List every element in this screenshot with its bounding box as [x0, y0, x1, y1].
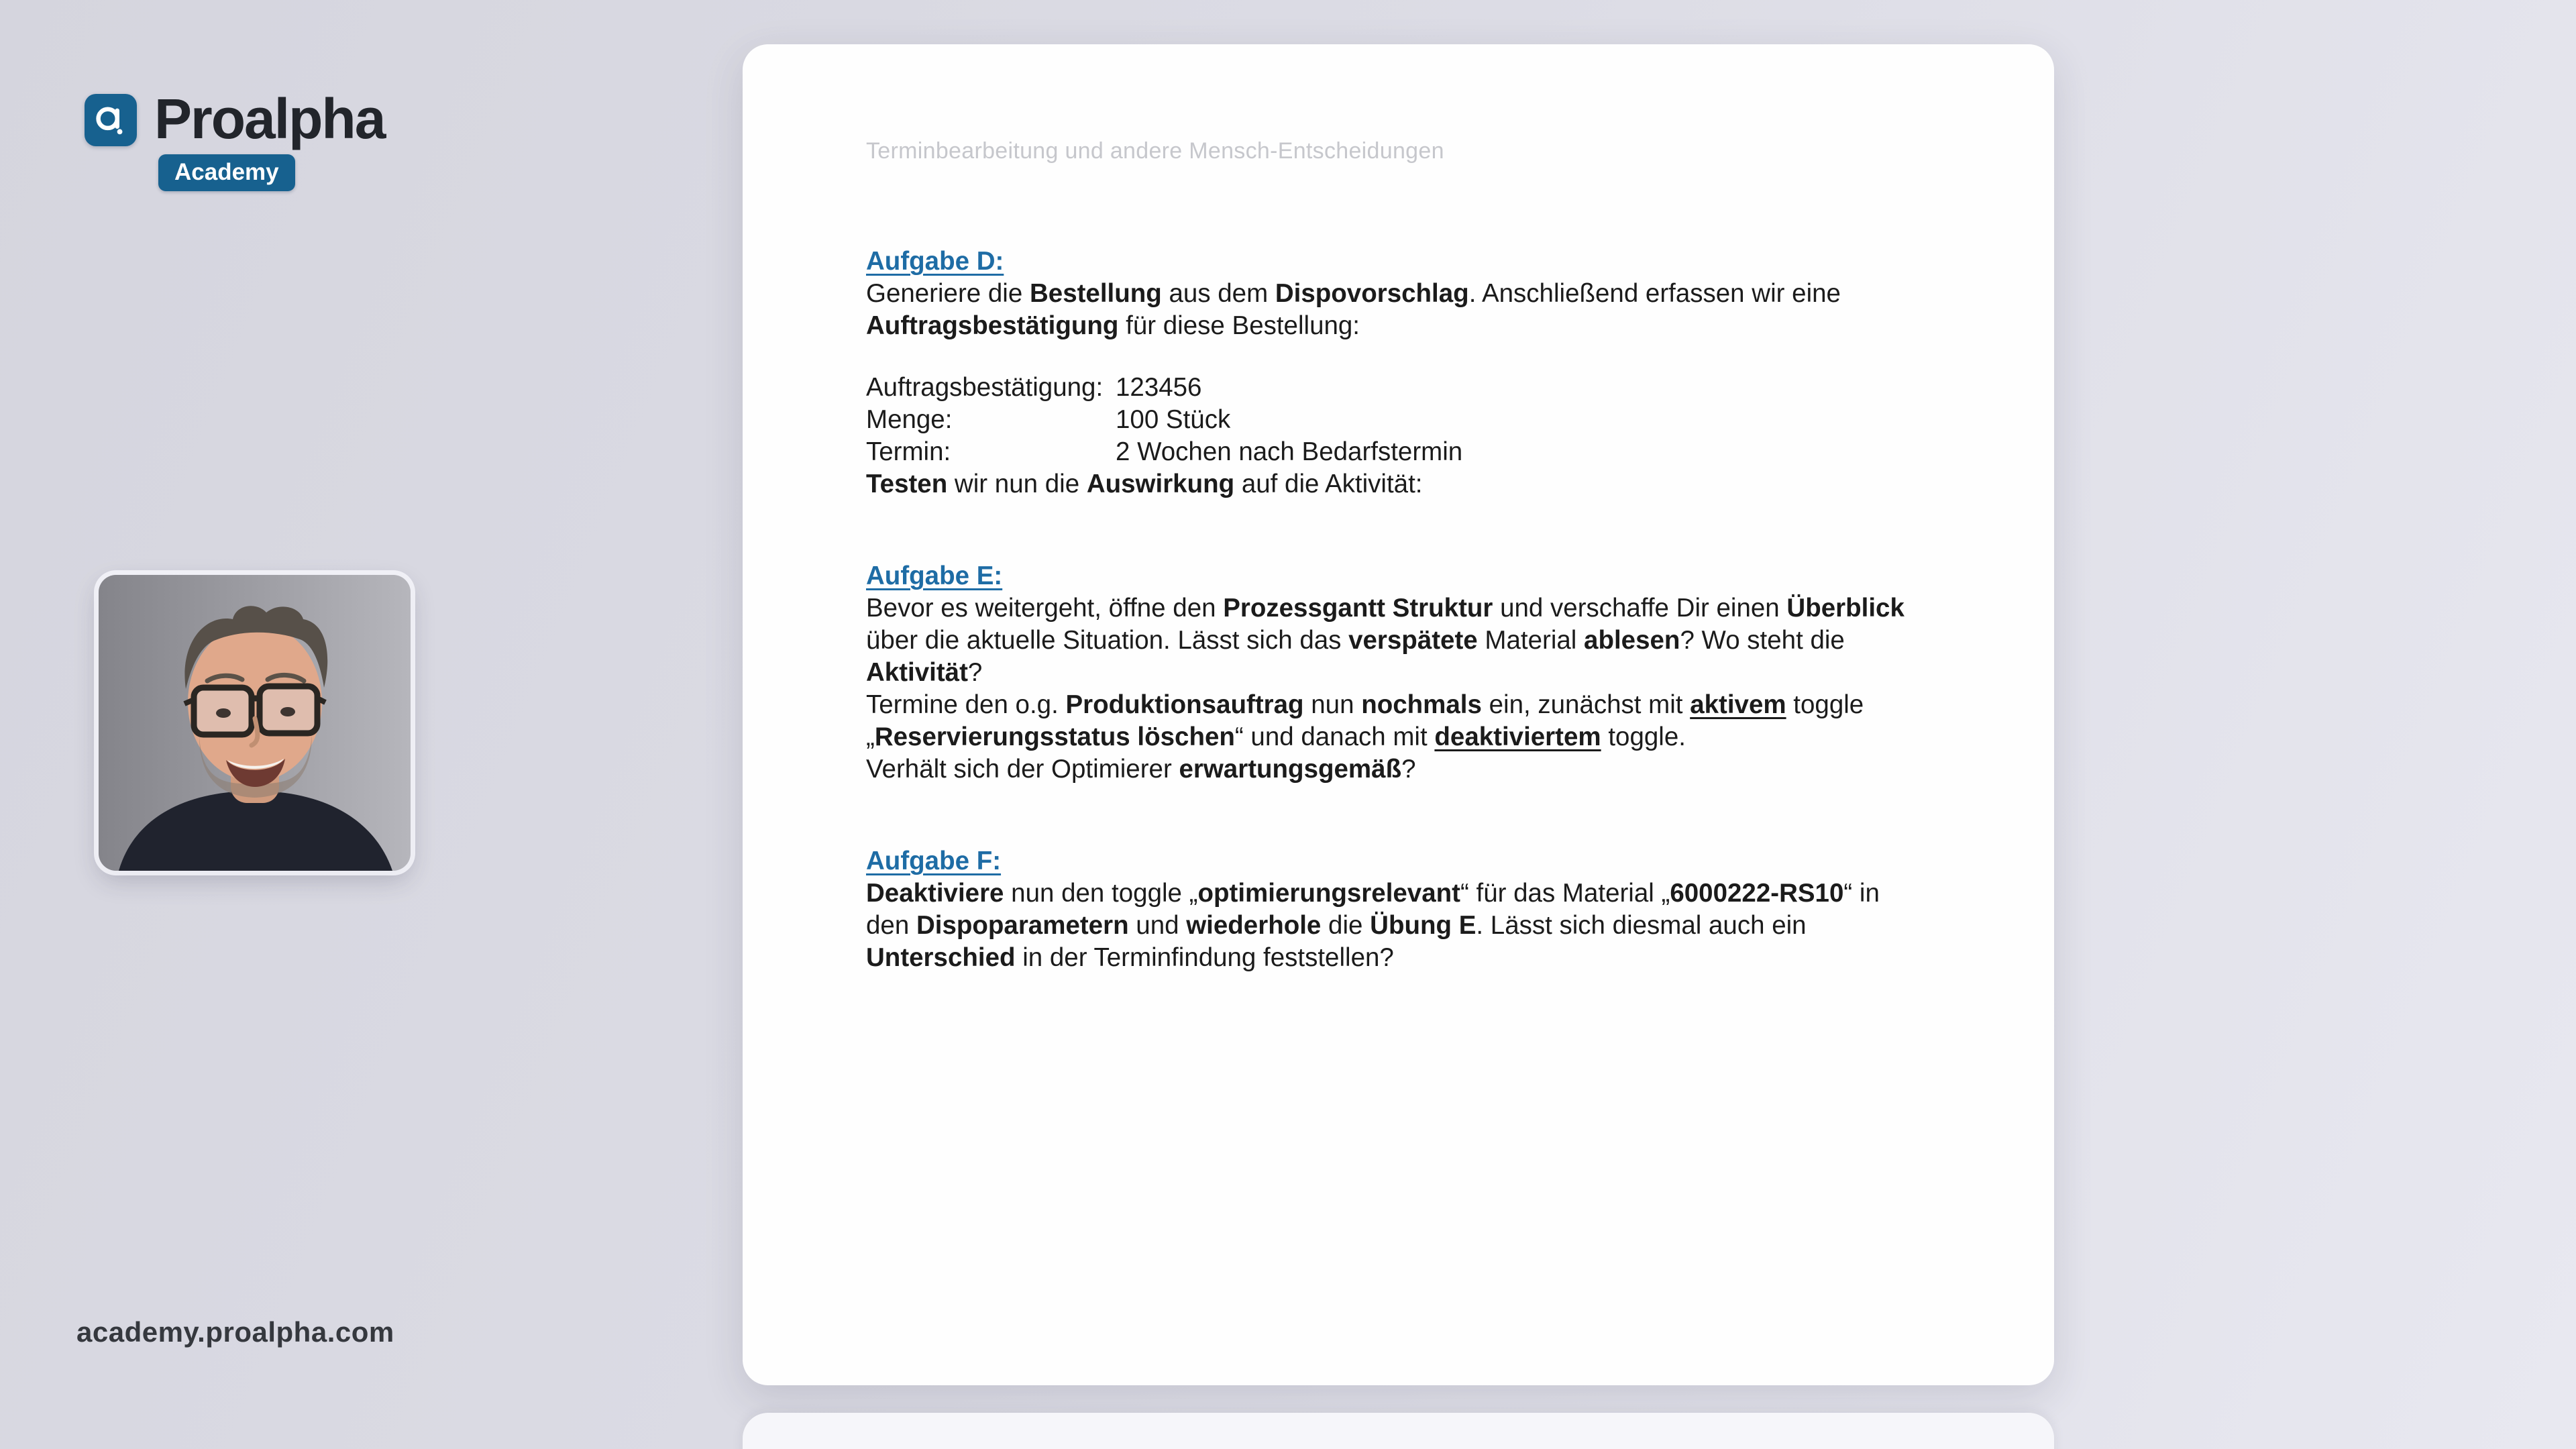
kv-label: Auftragsbestätigung:	[866, 373, 1104, 402]
brand-name: Proalpha	[154, 87, 385, 150]
slide-body	[866, 246, 1913, 974]
kv-value: 2 Wochen nach Bedarfstermin	[1116, 437, 1463, 466]
slide-card	[743, 44, 2054, 1385]
slide-title: Terminbearbeitung und andere Mensch-Entscheidungen	[866, 138, 1444, 164]
paragraph: Bevor es weitergeht, öffne den Prozessgantt Struktur und verschaffe Dir einen Überblick über die aktuelle Situation. Lässt sich das verspätete Material ablesen? Wo steht die Aktivität?	[866, 594, 1904, 687]
kv-value: 100 Stück	[1116, 405, 1231, 434]
paragraph: Generiere die Bestellung aus dem Dispovorschlag. Anschließend erfassen wir eine Auftragsbestätigung für diese Bestellung:	[866, 279, 1841, 340]
section-heading-aufgabe-f: Aufgabe F:	[866, 847, 1002, 875]
paragraph: Termine den o.g. Produktionsauftrag nun nochmals ein, zunächst mit aktivem toggle „Reservierungsstatus löschen“ und danach mit deaktiviertem toggle.	[866, 690, 1864, 751]
website-url: academy.proalpha.com	[76, 1316, 394, 1348]
section-heading-aufgabe-e: Aufgabe E:	[866, 561, 1003, 590]
section-heading-aufgabe-d: Aufgabe D:	[866, 247, 1004, 276]
proalpha-logo	[85, 87, 385, 191]
paragraph: Verhält sich der Optimierer erwartungsgemäß?	[866, 755, 1416, 784]
paragraph: Deaktiviere nun den toggle „optimierungsrelevant“ für das Material „6000222-RS10“ in den Dispoparametern und wiederhole die Übung E. Lässt sich diesmal auch ein Unterschied in der Terminfindung feststellen?	[866, 879, 1880, 972]
kv-label: Menge:	[866, 405, 953, 434]
kv-label: Termin:	[866, 437, 951, 466]
next-slide-card	[743, 1413, 2054, 1449]
order-confirmation-table	[866, 372, 1913, 468]
presenter-avatar-graphic	[99, 575, 411, 871]
paragraph: Testen wir nun die Auswirkung auf die Aktivität:	[866, 470, 1423, 498]
brand-text-column	[154, 87, 385, 191]
kv-value: 123456	[1116, 373, 1202, 402]
academy-badge: Academy	[158, 154, 295, 191]
presenter-webcam	[99, 575, 411, 871]
proalpha-a-icon	[85, 94, 137, 146]
